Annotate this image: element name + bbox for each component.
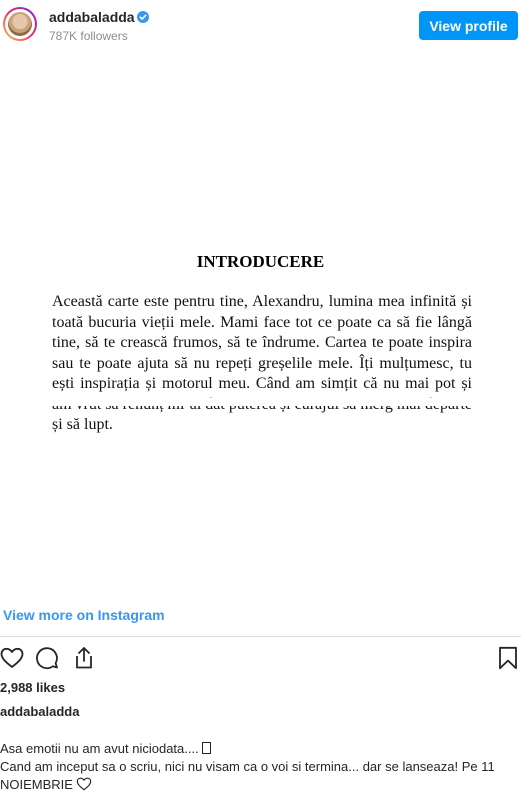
like-count[interactable]: 2,988 likes — [0, 680, 66, 695]
emoji-placeholder-icon — [202, 742, 211, 754]
verified-badge-icon — [137, 11, 149, 23]
caption — [0, 740, 521, 794]
post-header — [0, 0, 521, 52]
document-title: INTRODUCERE — [196, 252, 325, 271]
document-body: Această carte este pentru tine, Alexandru, lumina mea infinită și toată bucuria vieții mele. Mami face tot ce poate ca să fie lângă tine, să te crească frumos, să te îndrume. Cartea te poate inspira sau te poate ajuta să nu repeți greșelile mele. Îți mulțumesc, tu ești inspirația și motorul meu. Când am simțit că nu mai pot și și să lupt. — [52, 293, 472, 433]
view-profile-button[interactable]: View profile — [419, 11, 518, 40]
document-fade — [52, 398, 472, 406]
post-image[interactable] — [0, 52, 521, 600]
caption-line: Asa emotii nu am avut niciodata.... — [0, 740, 521, 758]
avatar[interactable] — [3, 7, 37, 41]
follower-count: 787K followers — [49, 29, 128, 43]
comment-bubble-icon[interactable] — [35, 646, 59, 670]
caption-line: NOIEMBRIE — [0, 776, 521, 794]
view-more-link[interactable]: View more on Instagram — [3, 607, 165, 623]
username-link[interactable]: addabaladda — [49, 9, 135, 25]
avatar-photo — [8, 12, 32, 36]
share-icon[interactable] — [72, 646, 96, 670]
avatar-image — [5, 9, 35, 39]
heart-outline-icon[interactable] — [0, 646, 24, 670]
caption-line: Cand am inceput sa o scriu, nici nu visam ca o voi si termina... dar se lanseaza! Pe 11 — [0, 759, 495, 774]
divider — [0, 636, 521, 637]
bookmark-icon[interactable] — [496, 646, 520, 670]
caption-username[interactable]: addabaladda — [0, 704, 80, 719]
heart-emoji-icon — [76, 777, 92, 791]
